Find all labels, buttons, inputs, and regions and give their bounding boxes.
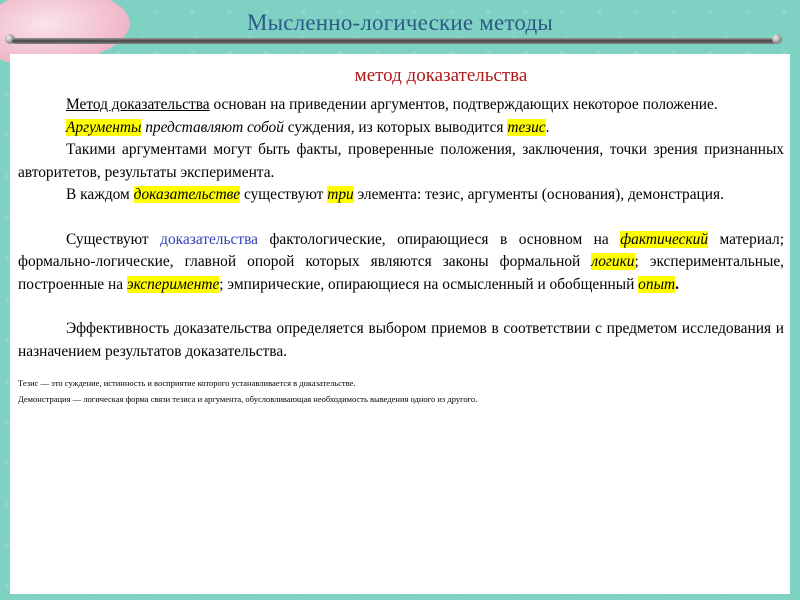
term-method: Метод доказательства <box>66 96 210 113</box>
paragraph-definition <box>18 94 784 117</box>
highlight-three: три <box>327 186 354 203</box>
spacer <box>18 207 784 229</box>
highlight-arguments: Аргументы <box>66 118 142 136</box>
elements-text-a: В каждом <box>66 186 134 203</box>
highlight-experience: опыт <box>638 275 676 293</box>
highlight-factual: фактический <box>620 230 709 248</box>
blue-proofs: доказательства <box>160 230 258 248</box>
paragraph-types <box>18 229 784 297</box>
types-text-e: ; эмпирические, опирающиеся на осмысленный и обобщенный <box>219 275 639 293</box>
types-text-c: материал; формально-логические, главной опорой которых являются законы формальной <box>18 230 784 270</box>
slide-title: Мысленно-логические методы <box>247 10 553 35</box>
slide-content <box>18 60 784 407</box>
footnote-demonstration: Демонстрация — логическая форма связи тезиса и аргумента, обусловливающая необходимость выведения одного из другого. <box>18 394 478 404</box>
highlight-proof: доказательстве <box>133 186 241 203</box>
types-text-d: ; экспериментальные, построенные на <box>18 253 785 293</box>
arguments-end: . <box>545 118 550 136</box>
types-end: . <box>675 275 679 293</box>
section-heading: метод доказательства <box>354 65 528 86</box>
types-text-a: Существуют <box>66 230 161 248</box>
elements-text-c: элемента: тезис, аргументы (основания), демонстрация. <box>353 186 724 203</box>
spacer <box>18 296 784 318</box>
types-text-b: фактологические, опирающиеся в основном на <box>257 230 621 248</box>
highlight-logic: логики <box>591 253 635 270</box>
title-rail <box>12 38 780 44</box>
rail-knob-right <box>772 34 782 44</box>
arguments-italic: представляют собой <box>141 118 288 136</box>
content-panel <box>10 54 790 594</box>
definition-text: основан на приведении аргументов, подтверждающих некоторое положение. <box>209 96 718 113</box>
paragraph-arguments <box>18 117 784 140</box>
paragraph-effectiveness: Эффективность доказательства определяется выбором приемов в соответствии с предметом исследования и назначением результатов доказательства. <box>18 320 784 360</box>
highlight-experiment: эксперименте <box>126 275 220 293</box>
footnote-thesis: Тезис — это суждение, истинность и восприятие которого устанавливается в доказательстве. <box>18 378 356 388</box>
spacer <box>18 363 784 375</box>
paragraph-examples: Такими аргументами могут быть факты, проверенные положения, заключения, точки зрения признанных авторитетов, результаты эксперимента. <box>18 141 784 181</box>
elements-text-b: существуют <box>240 186 328 203</box>
paragraph-elements <box>18 184 784 207</box>
highlight-thesis: тезис <box>507 118 546 136</box>
arguments-text: суждения, из которых выводится <box>287 118 508 136</box>
